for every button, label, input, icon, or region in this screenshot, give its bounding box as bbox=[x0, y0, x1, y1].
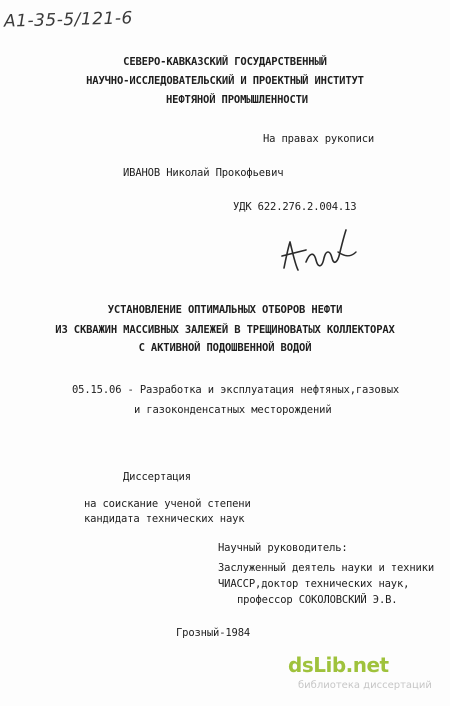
handwritten-archive-mark: А1-35-5/121-6 bbox=[3, 8, 134, 32]
manuscript-note: На правах рукописи bbox=[263, 133, 375, 145]
watermark-subtitle: библиотека диссертаций bbox=[298, 680, 432, 691]
institute-line-2: НАУЧНО-ИССЛЕДОВАТЕЛЬСКИЙ И ПРОЕКТНЫЙ ИНСТИТУТ bbox=[86, 75, 364, 87]
supervisor-line-3: профессор СОКОЛОВСКИЙ Э.В. bbox=[237, 594, 398, 606]
dissertation-line-1: Диссертация bbox=[123, 471, 191, 483]
place-year: Грозный-1984 bbox=[176, 627, 251, 639]
dissertation-line-2: на соискание ученой степени bbox=[84, 498, 251, 510]
thesis-title-line-1: УСТАНОВЛЕНИЕ ОПТИМАЛЬНЫХ ОТБОРОВ НЕФТИ bbox=[107, 304, 343, 316]
author-signature bbox=[276, 222, 360, 278]
author-name: ИВАНОВ Николай Прокофьевич bbox=[123, 167, 284, 179]
thesis-title-line-3: С АКТИВНОЙ ПОДОШВЕННОЙ ВОДОЙ bbox=[138, 342, 312, 354]
supervisor-line-2: ЧИАССР,доктор технических наук, bbox=[218, 578, 410, 590]
institute-line-3: НЕФТЯНОЙ ПРОМЫШЛЕННОСТИ bbox=[166, 94, 308, 106]
dslib-watermark[interactable] bbox=[288, 653, 448, 703]
supervisor-line-1: Заслуженный деятель науки и техники bbox=[218, 562, 435, 574]
watermark-logo: dsLib.net bbox=[288, 653, 389, 677]
thesis-title-line-2: ИЗ СКВАЖИН МАССИВНЫХ ЗАЛЕЖЕЙ В ТРЕЩИНОВАТЫХ КОЛЛЕКТОРАХ bbox=[55, 324, 395, 336]
dissertation-line-3: кандидата технических наук bbox=[84, 513, 245, 525]
udc-code: УДК 622.276.2.004.13 bbox=[233, 201, 357, 213]
specialty-line-1: 05.15.06 - Разработка и эксплуатация нефтяных,газовых bbox=[72, 384, 400, 396]
institute-line-1: СЕВЕРО-КАВКАЗСКИЙ ГОСУДАРСТВЕННЫЙ bbox=[123, 56, 327, 68]
supervisor-label: Научный руководитель: bbox=[218, 542, 348, 554]
specialty-line-2: и газоконденсатных месторождений bbox=[134, 404, 332, 416]
